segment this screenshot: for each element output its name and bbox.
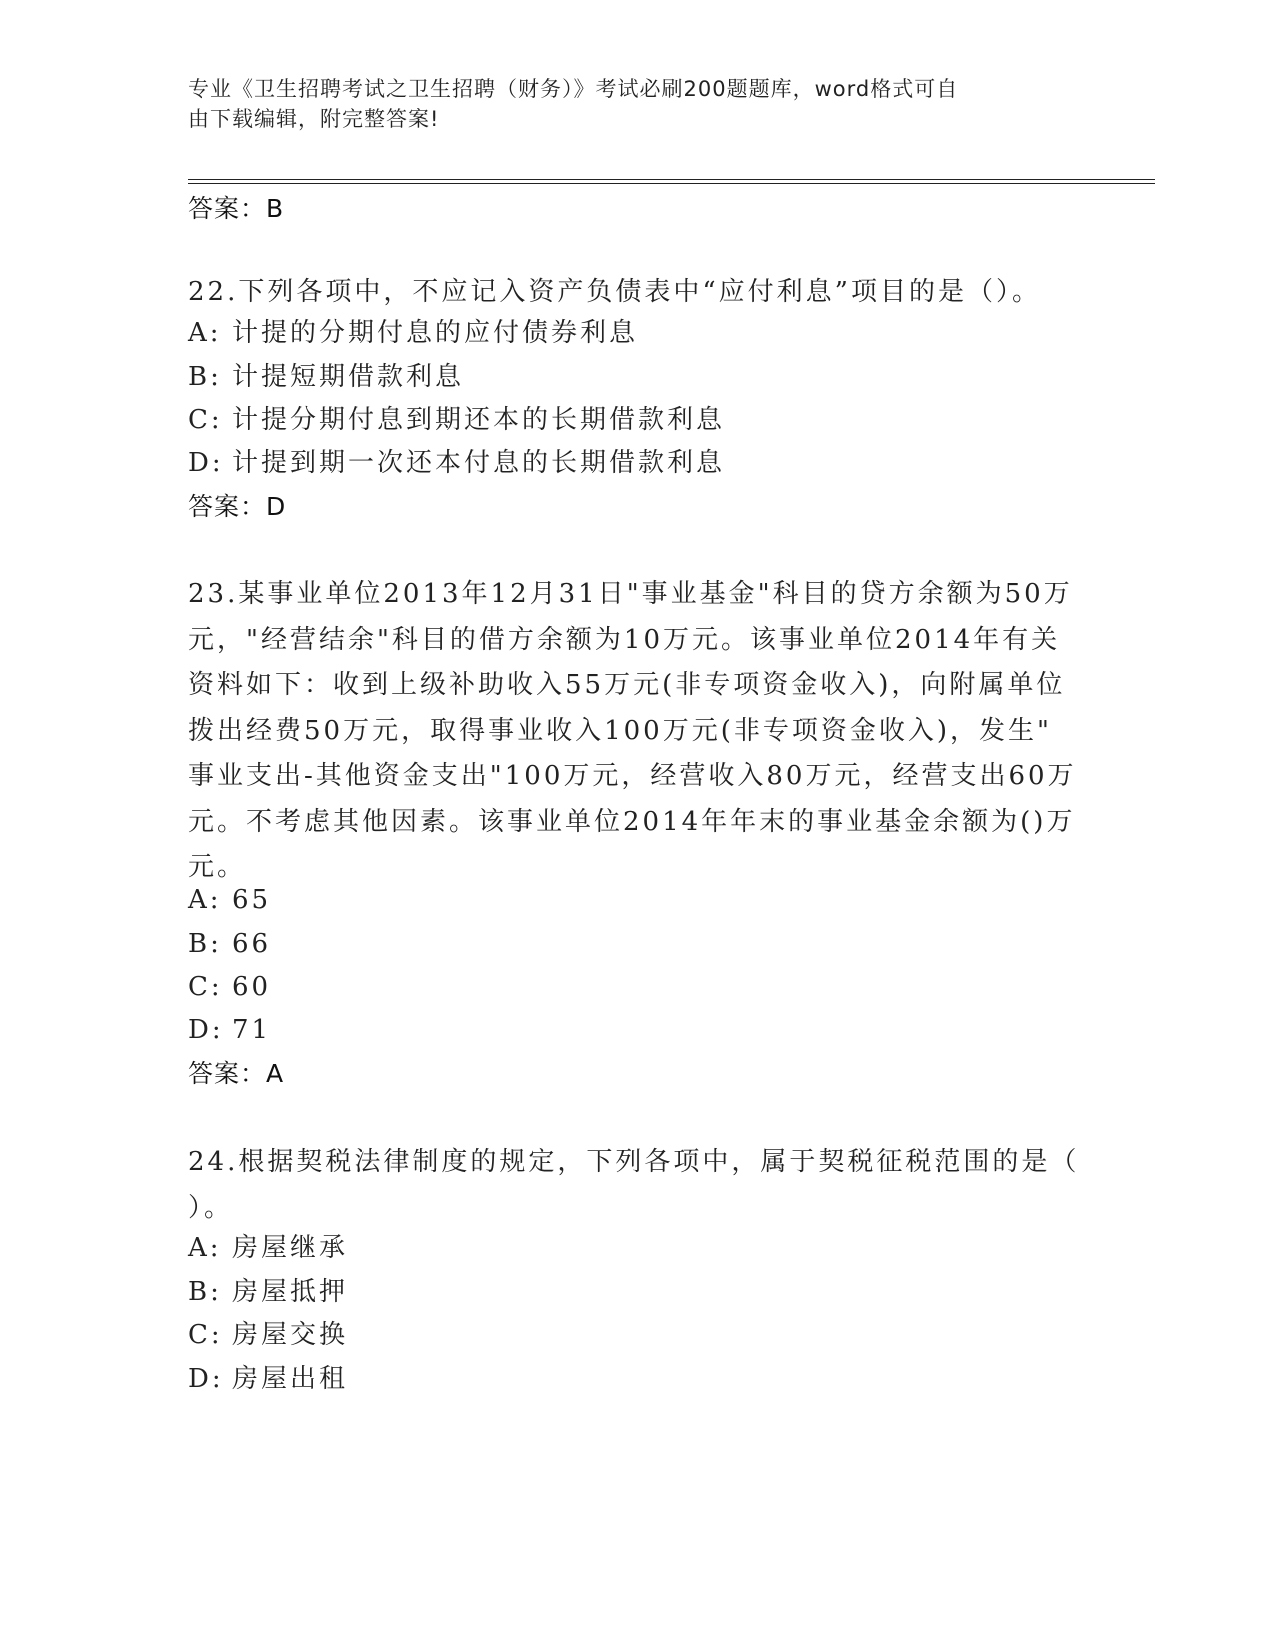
answer-22: 答案：D	[188, 492, 287, 521]
question-number: 24.	[188, 1147, 239, 1177]
answer-previous: 答案：B	[188, 194, 285, 223]
option-d	[188, 1015, 271, 1045]
question-line: 元，"经营结余"科目的借方余额为10万元。该事业单位2014年有关	[188, 624, 1061, 655]
question-number: 22.	[188, 277, 239, 307]
option-label: D:	[188, 1015, 224, 1045]
question-line: 资料如下：收到上级补助收入55万元(非专项资金收入)，向附属单位	[188, 670, 1066, 700]
question-line: 24.根据契税法律制度的规定，下列各项中，属于契税征税范围的是（	[188, 1147, 1080, 1177]
answer-23: 答案：A	[188, 1059, 285, 1088]
option-text: 房屋抵押	[232, 1277, 349, 1307]
option-text: 60	[232, 972, 272, 1002]
option-text: 计提分期付息到期还本的长期借款利息	[232, 405, 726, 435]
option-c	[188, 972, 271, 1002]
option-text: 65	[232, 885, 272, 915]
header-rule-top	[188, 179, 1155, 180]
header-rule-bottom	[188, 183, 1155, 184]
question-22-text	[188, 270, 1088, 316]
option-label: B:	[188, 362, 222, 392]
option-text: 计提短期借款利息	[232, 362, 465, 392]
question-line: 事业支出-其他资金支出"100万元，经营收入80万元，经营支出60万	[188, 761, 1077, 791]
question-line: 拨出经费50万元，取得事业收入100万元(非专项资金收入)，发生"	[188, 715, 1052, 746]
option-c	[188, 405, 725, 435]
option-a	[188, 885, 271, 915]
question-number: 23.	[188, 579, 239, 609]
question-line: 下列各项中，不应记入资产负债表中“应付利息”项目的是（）。	[238, 277, 1041, 307]
option-b	[188, 1277, 348, 1307]
option-text: 66	[232, 929, 272, 959]
option-label: D:	[188, 1364, 224, 1394]
option-label: B:	[188, 929, 222, 959]
question-line: 23.某事业单位2013年12月31日"事业基金"科目的贷方余额为50万	[188, 579, 1073, 609]
option-label: A:	[188, 1233, 222, 1263]
option-a	[188, 318, 638, 348]
option-b	[188, 362, 464, 392]
option-text: 房屋出租	[232, 1364, 349, 1394]
header-line-2: 由下载编辑，附完整答案!	[188, 107, 440, 131]
question-line: ）。	[188, 1192, 234, 1223]
option-label: D:	[188, 448, 224, 478]
question-24-text	[188, 1140, 1088, 1231]
option-b	[188, 929, 271, 959]
option-label: C:	[188, 405, 223, 435]
document-header	[188, 74, 1068, 134]
option-text: 计提到期一次还本付息的长期借款利息	[232, 448, 726, 478]
option-label: A:	[188, 318, 222, 348]
question-line: 元。不考虑其他因素。该事业单位2014年年末的事业基金余额为()万	[188, 806, 1076, 837]
option-text: 计提的分期付息的应付债券利息	[232, 318, 639, 348]
option-c	[188, 1320, 348, 1350]
option-label: C:	[188, 1320, 223, 1350]
question-line: 元。	[188, 852, 247, 882]
option-label: C:	[188, 972, 223, 1002]
option-label: A:	[188, 885, 222, 915]
option-d	[188, 448, 725, 478]
question-23-text	[188, 572, 1088, 891]
option-a	[188, 1233, 348, 1263]
option-text: 房屋继承	[232, 1233, 349, 1263]
option-d	[188, 1364, 348, 1394]
header-line-1: 专业《卫生招聘考试之卫生招聘（财务）》考试必刷200题题库，word格式可自	[188, 77, 959, 101]
option-label: B:	[188, 1277, 222, 1307]
option-text: 71	[232, 1015, 272, 1045]
option-text: 房屋交换	[232, 1320, 349, 1350]
